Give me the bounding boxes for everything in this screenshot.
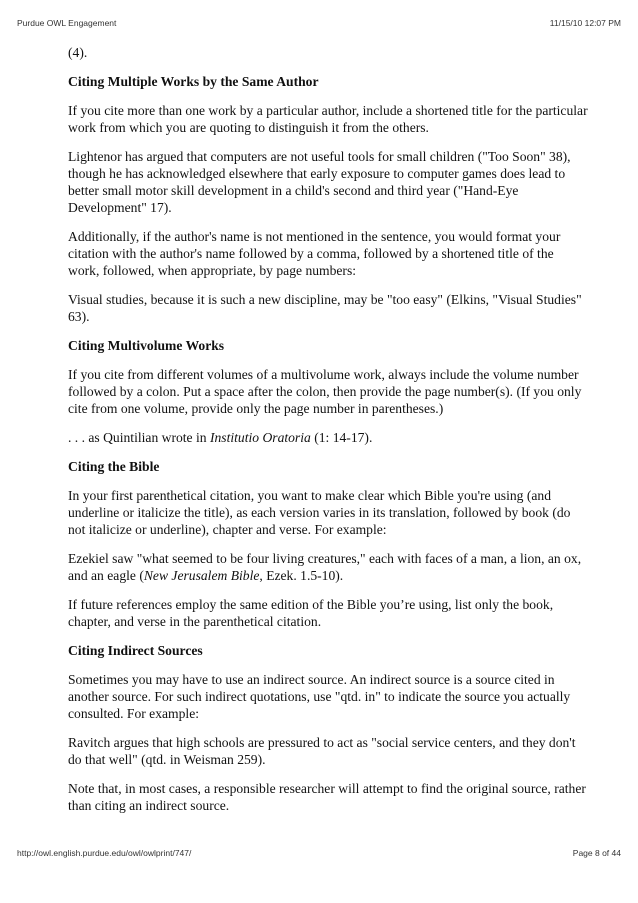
section-heading-multivolume: Citing Multivolume Works	[68, 338, 225, 353]
paragraph: Sometimes you may have to use an indirect source. An indirect source is a source cited in another source. For such indirect quotations, use "qtd. in" to indicate the source you actually consulted. For example:	[68, 672, 571, 721]
section-heading-indirect: Citing Indirect Sources	[68, 643, 203, 658]
footer-url: http://owl.english.purdue.edu/owl/owlprint/747/	[17, 848, 192, 858]
section-heading-same-author: Citing Multiple Works by the Same Author	[68, 74, 319, 89]
example-paragraph: Lightenor has argued that computers are not useful tools for small children ("Too Soon" 38), though he has acknowledged elsewhere that early exposure to computer games does lead to better small motor skill development in a child's second and third year ("Hand-Eye Development" 17).	[68, 149, 571, 215]
paragraph: If you cite from different volumes of a multivolume work, always include the volume number followed by a colon. Put a space after the colon, then provide the page number(s). (If you only cite from one volume, provide only the page number in parentheses.)	[68, 367, 582, 416]
paragraph: Additionally, if the author's name is not mentioned in the sentence, you would format your citation with the author's name followed by a comma, followed by a shortened title of the work, followed, when appropriate, by page numbers:	[68, 229, 561, 278]
text-run: Ezekiel saw "what seemed to be four living creatures," each with faces of a man, a lion, an ox, and an eagle (	[68, 551, 582, 583]
paragraph: In your first parenthetical citation, you want to make clear which Bible you're using (and underline or italicize the title), as each version varies in its translation, followed by book (do not italicize or underline), chapter and verse. For example:	[68, 488, 571, 537]
example-paragraph: Visual studies, because it is such a new discipline, may be "too easy" (Elkins, "Visual Studies" 63).	[68, 292, 582, 324]
example-paragraph: Ravitch argues that high schools are pressured to act as "social service centers, and they don't do that well" (qtd. in Weisman 259).	[68, 735, 576, 767]
header-timestamp: 11/15/10 12:07 PM	[549, 18, 621, 28]
italic-title: New Jerusalem Bible	[143, 568, 260, 583]
paragraph: Note that, in most cases, a responsible researcher will attempt to find the original source, rather than citing an indirect source.	[68, 781, 586, 813]
text-run: (1: 14-17).	[310, 430, 373, 445]
paragraph: If future references employ the same edition of the Bible you’re using, list only the book, chapter, and verse in the parenthetical citation.	[68, 597, 554, 629]
section-heading-bible: Citing the Bible	[68, 459, 160, 474]
footer-page-number: Page 8 of 44	[572, 848, 621, 858]
continuation-text: (4).	[68, 45, 88, 60]
italic-title: Institutio Oratoria	[209, 430, 311, 445]
paragraph: If you cite more than one work by a particular author, include a shortened title for the particular work from which you are quoting to distinguish it from the others.	[68, 103, 588, 135]
example-paragraph	[68, 550, 588, 584]
page-content	[68, 44, 588, 826]
text-run: . . . as Quintilian wrote in	[68, 430, 210, 445]
example-paragraph	[68, 429, 588, 446]
header-site-title: Purdue OWL Engagement	[17, 18, 117, 28]
text-run: , Ezek. 1.5-10).	[259, 568, 344, 583]
